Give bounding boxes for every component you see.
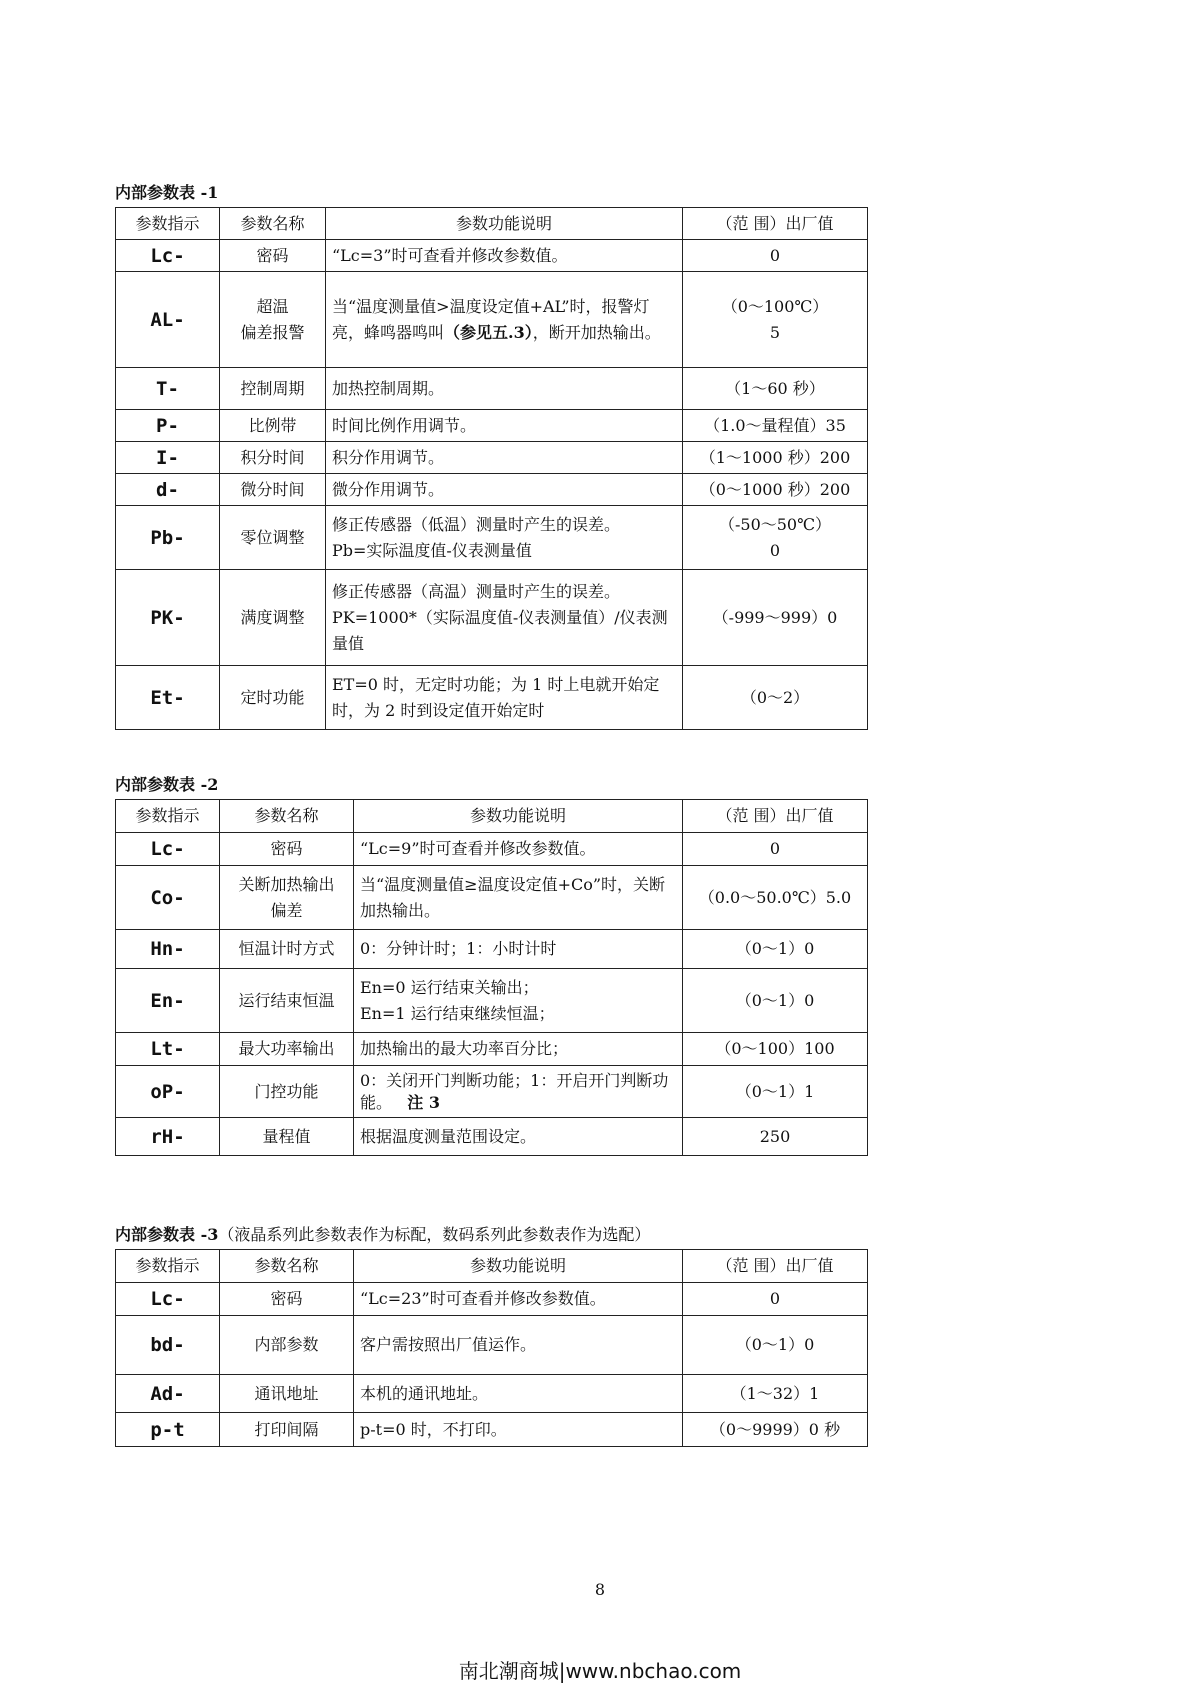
param-range: （0～9999）0 秒: [683, 1413, 868, 1447]
table3-title-note: （液晶系列此参数表作为标配，数码系列此参数表作为选配）: [218, 1225, 651, 1244]
parameter-table-2: [115, 799, 868, 1156]
param-name: 满度调整: [220, 570, 326, 666]
table-row: [116, 506, 868, 570]
header-code: 参数指示: [116, 800, 220, 833]
table-header-row: [116, 208, 868, 240]
table-row: [116, 272, 868, 368]
param-range: （0～1）1: [683, 1066, 868, 1118]
param-code: Lc-: [116, 240, 220, 272]
param-name: 运行结束恒温: [220, 969, 354, 1033]
param-desc-line: Pb=实际温度值-仪表测量值: [332, 540, 532, 560]
param-code: bd-: [116, 1316, 220, 1375]
param-range: 0: [683, 240, 868, 272]
param-name: 量程值: [220, 1118, 354, 1156]
param-range: （0～1）0: [683, 1316, 868, 1375]
param-name: 内部参数: [220, 1316, 354, 1375]
param-range: 0: [683, 1283, 868, 1316]
table2-title: 内部参数表 -2: [115, 775, 219, 794]
param-code: rH-: [116, 1118, 220, 1156]
footer-watermark: 南北潮商城|www.nbchao.com: [458, 1659, 742, 1683]
table-row: [116, 1066, 868, 1118]
table-row: [116, 1413, 868, 1447]
param-range: （-999～999）0: [683, 570, 868, 666]
param-desc-reference: （参见五.3）: [444, 322, 533, 342]
param-name: 恒温计时方式: [220, 930, 354, 969]
param-name: 最大功率输出: [220, 1033, 354, 1066]
param-range-line: 5: [769, 322, 781, 342]
header-range: （范 围）出厂值: [683, 800, 868, 833]
header-name: 参数名称: [220, 208, 326, 240]
header-range: （范 围）出厂值: [683, 208, 868, 240]
table-row: [116, 1316, 868, 1375]
param-name: 积分时间: [220, 442, 326, 474]
param-desc: 时间比例作用调节。: [326, 410, 683, 442]
param-code: AL-: [116, 272, 220, 368]
param-name-line: 超温: [256, 296, 289, 316]
table-row: [116, 368, 868, 410]
table-row: [116, 474, 868, 506]
param-name: 定时功能: [220, 666, 326, 730]
param-code: En-: [116, 969, 220, 1033]
param-range: （0～1）0: [683, 969, 868, 1033]
param-code: Lc-: [116, 1283, 220, 1316]
param-range-line: 0: [769, 540, 781, 560]
param-name: 密码: [220, 833, 354, 866]
param-code: Lt-: [116, 1033, 220, 1066]
param-desc: [354, 1066, 683, 1118]
param-range: （0～100）100: [683, 1033, 868, 1066]
table-row: [116, 570, 868, 666]
param-name: 打印间隔: [220, 1413, 354, 1447]
parameter-table-3: [115, 1249, 868, 1447]
param-desc-line: PK=1000*（实际温度值-仪表测量值）/仪表测量值: [332, 607, 668, 653]
param-desc: 微分作用调节。: [326, 474, 683, 506]
param-desc: 积分作用调节。: [326, 442, 683, 474]
header-name: 参数名称: [220, 1250, 354, 1283]
table-header-row: [116, 1250, 868, 1283]
param-code: Lc-: [116, 833, 220, 866]
header-code: 参数指示: [116, 1250, 220, 1283]
table-row: [116, 1033, 868, 1066]
param-name-line: 偏差报警: [240, 322, 305, 342]
param-desc: 0：分钟计时；1：小时计时: [354, 930, 683, 969]
param-range: （1～32）1: [683, 1375, 868, 1413]
param-name: 密码: [220, 240, 326, 272]
param-name: 比例带: [220, 410, 326, 442]
param-name: 控制周期: [220, 368, 326, 410]
table3-title: 内部参数表 -3（液晶系列此参数表作为标配，数码系列此参数表作为选配）: [115, 1225, 651, 1244]
param-code: T-: [116, 368, 220, 410]
header-desc: 参数功能说明: [326, 208, 683, 240]
param-range: （1.0～量程值）35: [683, 410, 868, 442]
header-code: 参数指示: [116, 208, 220, 240]
param-code: p-t: [116, 1413, 220, 1447]
table-row: [116, 1283, 868, 1316]
param-range: （0.0～50.0℃）5.0: [683, 866, 868, 930]
param-name-line: 关断加热输出: [238, 874, 335, 894]
param-range: 250: [683, 1118, 868, 1156]
param-desc: 客户需按照出厂值运作。: [354, 1316, 683, 1375]
param-range: （1～60 秒）: [683, 368, 868, 410]
param-desc: “Lc=9”时可查看并修改参数值。: [354, 833, 683, 866]
param-desc-line: En=0 运行结束关输出；: [360, 977, 539, 997]
param-desc-line: En=1 运行结束继续恒温；: [360, 1003, 555, 1023]
param-desc-text: ，断开加热输出。: [532, 322, 661, 342]
param-desc-line: 修正传感器（高温）测量时产生的误差。: [332, 581, 621, 601]
param-range: 0: [683, 833, 868, 866]
param-name: [220, 272, 326, 368]
table-row: [116, 1118, 868, 1156]
param-desc: “Lc=23”时可查看并修改参数值。: [354, 1283, 683, 1316]
param-name: 密码: [220, 1283, 354, 1316]
param-code: Hn-: [116, 930, 220, 969]
param-code: I-: [116, 442, 220, 474]
param-desc: 加热输出的最大功率百分比；: [354, 1033, 683, 1066]
header-desc: 参数功能说明: [354, 1250, 683, 1283]
param-range: （0～1）0: [683, 930, 868, 969]
table-row: [116, 866, 868, 930]
header-desc: 参数功能说明: [354, 800, 683, 833]
parameter-table-1: [115, 207, 868, 730]
param-desc: “Lc=3”时可查看并修改参数值。: [326, 240, 683, 272]
param-desc-text: 当“温度测量值>温度设定值+AL”时，报警灯亮，蜂鸣器鸣叫: [332, 296, 650, 342]
param-range-line: （0～100℃）: [721, 296, 829, 316]
param-name: 通讯地址: [220, 1375, 354, 1413]
param-desc: 当“温度测量值≥温度设定值+Co”时，关断加热输出。: [354, 866, 683, 930]
param-desc: 加热控制周期。: [326, 368, 683, 410]
table-row: [116, 666, 868, 730]
header-range: （范 围）出厂值: [683, 1250, 868, 1283]
param-desc-line: 修正传感器（低温）测量时产生的误差。: [332, 514, 621, 534]
param-desc: [326, 570, 683, 666]
param-code: PK-: [116, 570, 220, 666]
param-code: Ad-: [116, 1375, 220, 1413]
table-header-row: [116, 800, 868, 833]
table-row: [116, 833, 868, 866]
param-range: [683, 506, 868, 570]
param-name: 门控功能: [220, 1066, 354, 1118]
table-row: [116, 442, 868, 474]
param-desc: [326, 272, 683, 368]
param-desc: [354, 969, 683, 1033]
param-desc: 本机的通讯地址。: [354, 1375, 683, 1413]
param-code: Et-: [116, 666, 220, 730]
param-desc-text: 0：关闭开门判断功能；1：开启开门判断功能。: [360, 1070, 669, 1112]
param-range: [683, 272, 868, 368]
param-desc: ET=0 时，无定时功能；为 1 时上电就开始定时，为 2 时到设定值开始定时: [326, 666, 683, 730]
param-range: （1～1000 秒）200: [683, 442, 868, 474]
param-desc-note: 注 3: [407, 1092, 440, 1112]
table-row: [116, 969, 868, 1033]
header-name: 参数名称: [220, 800, 354, 833]
param-code: P-: [116, 410, 220, 442]
param-code: Co-: [116, 866, 220, 930]
table-row: [116, 410, 868, 442]
param-desc: [326, 506, 683, 570]
param-code: Pb-: [116, 506, 220, 570]
table-row: [116, 1375, 868, 1413]
table1-title: 内部参数表 -1: [115, 183, 219, 202]
param-desc: 根据温度测量范围设定。: [354, 1118, 683, 1156]
param-code: d-: [116, 474, 220, 506]
page-number: 8: [594, 1580, 606, 1599]
param-name-line: 偏差: [270, 900, 303, 920]
param-name: 微分时间: [220, 474, 326, 506]
param-range-line: （-50～50℃）: [718, 514, 832, 534]
table-row: [116, 240, 868, 272]
param-range: （0～2）: [683, 666, 868, 730]
param-range: （0～1000 秒）200: [683, 474, 868, 506]
param-code: oP-: [116, 1066, 220, 1118]
param-name: [220, 866, 354, 930]
param-desc: p-t=0 时，不打印。: [354, 1413, 683, 1447]
param-name: 零位调整: [220, 506, 326, 570]
table-row: [116, 930, 868, 969]
